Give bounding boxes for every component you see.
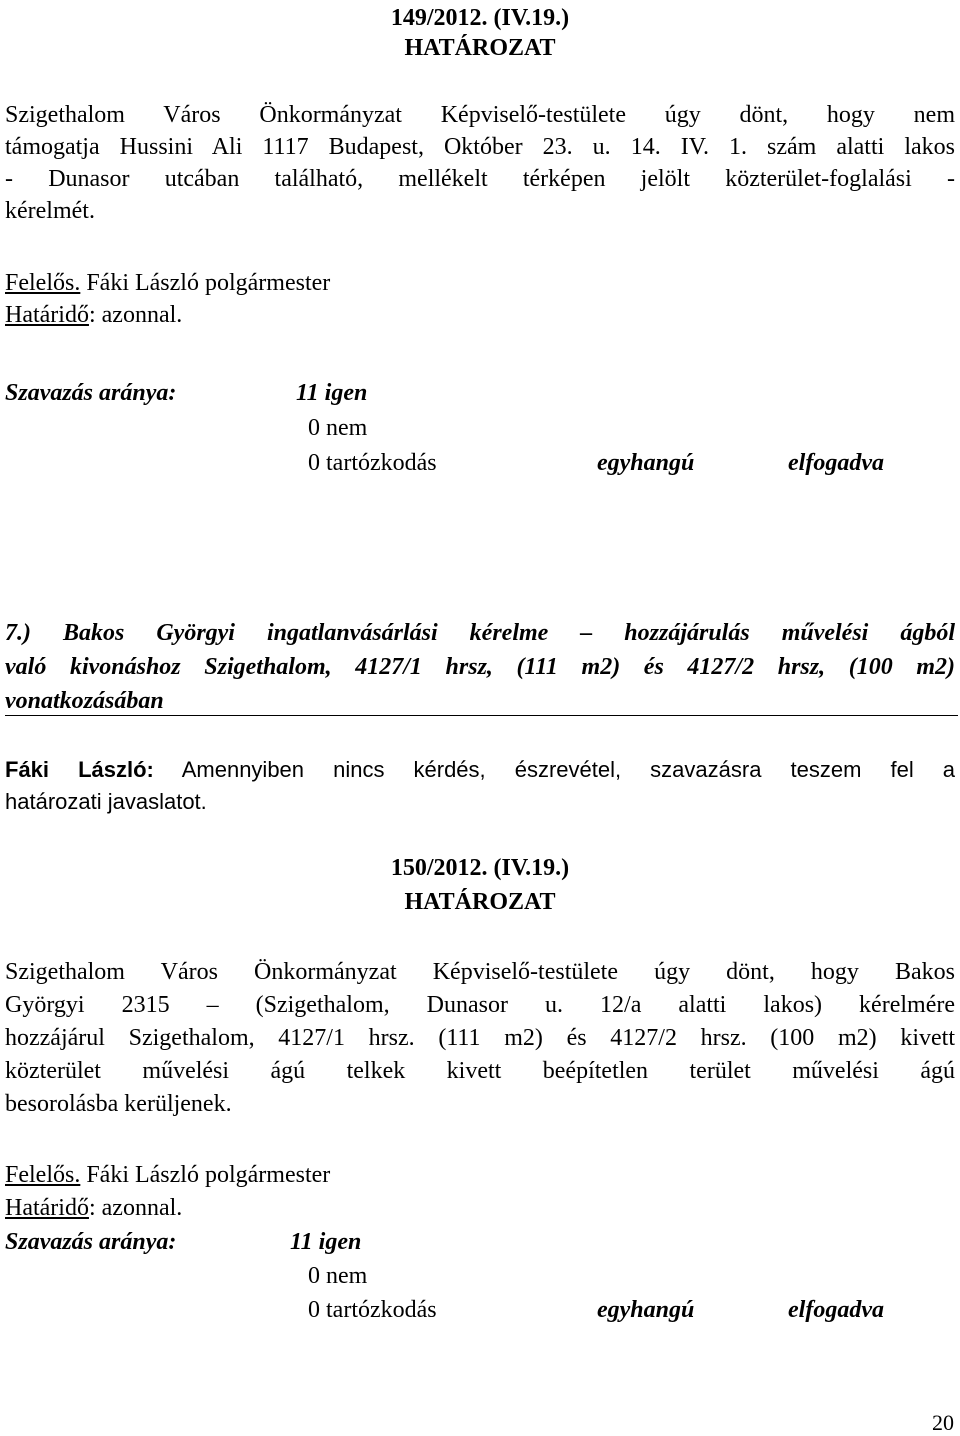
deadline-label: Határidő bbox=[5, 302, 89, 328]
resolution-body-line: kérelmét. bbox=[5, 198, 95, 224]
resolution-body-line: hozzájárul Szigethalom, 4127/1 hrsz. (111 m2) és 4127/2 hrsz. (100 m2) kivett bbox=[5, 1025, 955, 1051]
agenda-heading-line: vonatkozásában bbox=[5, 688, 164, 714]
deadline-line bbox=[5, 1193, 955, 1223]
heading-underline bbox=[5, 715, 958, 716]
resolution-body-line: besorolásba kerüljenek. bbox=[5, 1091, 232, 1117]
responsible-label: Felelős. bbox=[5, 270, 81, 296]
vote-result: elfogadva bbox=[788, 1297, 884, 1323]
vote-yes: 11 igen bbox=[296, 380, 368, 406]
vote-label: Szavazás aránya: bbox=[5, 1229, 177, 1255]
vote-unanimous: egyhangú bbox=[597, 450, 695, 476]
resolution-body-line: Györgyi 2315 – (Szigethalom, Dunasor u. 12/a alatti lakos) kérelmére bbox=[5, 992, 955, 1018]
resolution-body-line: - Dunasor utcában található, mellékelt térképen jelölt közterület-foglalási - bbox=[5, 166, 955, 192]
vote-no: 0 nem bbox=[308, 415, 368, 441]
deadline-line bbox=[5, 300, 955, 330]
responsible-line bbox=[5, 268, 955, 298]
resolution-body-line: közterület művelési ágú telkek kivett beépítetlen terület művelési ágú bbox=[5, 1058, 955, 1084]
agenda-heading-line: 7.) Bakos Györgyi ingatlanvásárlási kérelme – hozzájárulás művelési ágból bbox=[5, 620, 955, 646]
vote-abstain: 0 tartózkodás bbox=[308, 450, 437, 476]
deadline-value: : azonnal. bbox=[88, 302, 183, 328]
deadline-value: : azonnal. bbox=[88, 1195, 183, 1221]
page-number: 20 bbox=[932, 1410, 954, 1435]
vote-unanimous: egyhangú bbox=[597, 1297, 695, 1323]
vote-no: 0 nem bbox=[308, 1263, 368, 1289]
vote-result: elfogadva bbox=[788, 450, 884, 476]
resolution-number: 149/2012. (IV.19.) bbox=[390, 5, 570, 31]
responsible-value: Fáki László polgármester bbox=[80, 270, 331, 296]
vote-label: Szavazás aránya: bbox=[5, 380, 177, 406]
resolution-title: HATÁROZAT bbox=[404, 35, 556, 61]
resolution-body-line: Szigethalom Város Önkormányzat Képviselő-testülete úgy dönt, hogy Bakos bbox=[5, 959, 955, 985]
vote-abstain: 0 tartózkodás bbox=[308, 1297, 437, 1323]
resolution-body-line: támogatja Hussini Ali 1117 Budapest, Október 23. u. 14. IV. 1. szám alatti lakos bbox=[5, 134, 955, 160]
agenda-heading-line: való kivonáshoz Szigethalom, 4127/1 hrsz, (111 m2) és 4127/2 hrsz, (100 m2) bbox=[5, 654, 955, 680]
speech-line: határozati javaslatot. bbox=[5, 789, 207, 814]
resolution-body-line: Szigethalom Város Önkormányzat Képviselő-testülete úgy dönt, hogy nem bbox=[5, 102, 955, 128]
resolution-number: 150/2012. (IV.19.) bbox=[390, 855, 570, 881]
responsible-line bbox=[5, 1160, 955, 1190]
resolution-title: HATÁROZAT bbox=[404, 889, 556, 915]
speech-text: Amennyiben nincs kérdés, észrevétel, szavazásra teszem fel a bbox=[153, 757, 956, 782]
vote-yes: 11 igen bbox=[290, 1229, 362, 1255]
speaker-name: Fáki László: bbox=[5, 757, 154, 782]
deadline-label: Határidő bbox=[5, 1195, 89, 1221]
speech-line bbox=[5, 755, 955, 785]
responsible-value: Fáki László polgármester bbox=[80, 1162, 331, 1188]
responsible-label: Felelős. bbox=[5, 1162, 81, 1188]
